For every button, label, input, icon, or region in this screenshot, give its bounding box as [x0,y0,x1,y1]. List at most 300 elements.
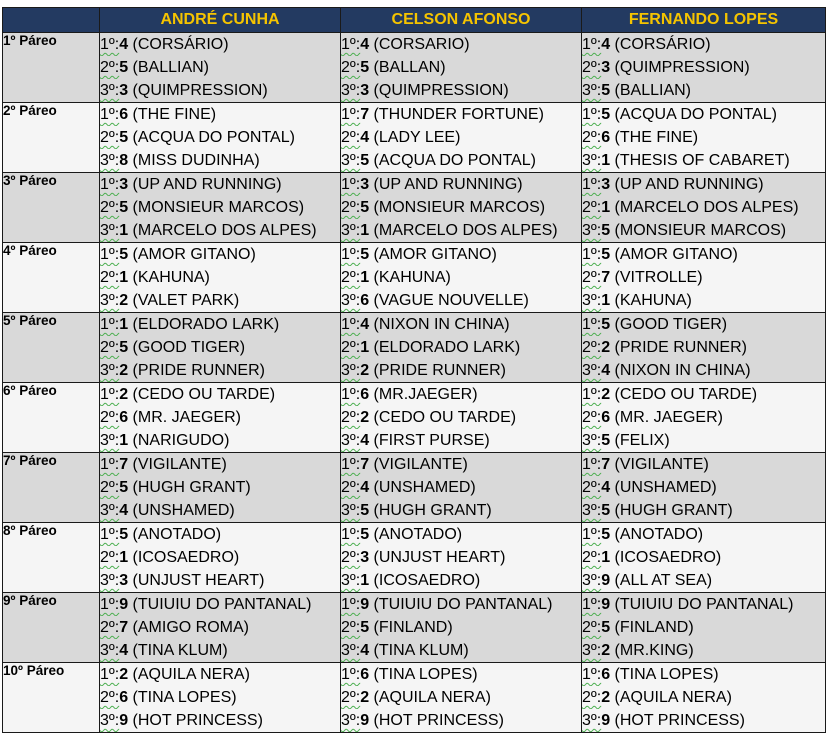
pick-line [100,79,340,102]
pick-horse-number: 2 [119,386,129,403]
pick-line [341,686,581,709]
header-row [3,8,826,33]
tipster-picks-cell [100,593,341,663]
pick-line [582,499,825,522]
pick-position: 2º: [100,409,120,426]
pick-line [341,639,581,662]
pick-horse-name: (UNSHAMED) [369,479,476,496]
pick-line [100,523,340,546]
pick-position: 3º: [100,712,120,729]
pick-horse-name: (HOT PRINCESS) [610,712,745,729]
pick-horse-name: (THE FINE) [610,129,699,146]
pick-horse-number: 5 [601,526,611,543]
pick-position: 1º: [341,456,361,473]
pick-horse-number: 6 [601,129,611,146]
pick-position: 3º: [341,292,361,309]
pick-line [100,33,340,56]
pick-horse-number: 2 [360,689,370,706]
pick-position: 1º: [341,526,361,543]
pick-horse-name: (MR. JAEGER) [128,409,241,426]
pick-horse-name: (HOT PRINCESS) [128,712,263,729]
race-rows [3,33,826,733]
pick-horse-number: 3 [360,549,370,566]
pick-position: 2º: [100,479,120,496]
pick-position: 1º: [100,316,120,333]
tipster-picks-cell [341,593,582,663]
pick-horse-name: (NIXON IN CHINA) [369,316,510,333]
pick-horse-number: 5 [601,246,611,263]
pick-position: 1º: [100,666,120,683]
pick-line [341,429,581,452]
pick-horse-name: (THUNDER FORTUNE) [369,106,544,123]
pick-horse-name: (NARIGUDO) [128,432,230,449]
pick-horse-number: 4 [360,642,370,659]
pick-position: 3º: [100,432,120,449]
pick-horse-number: 2 [119,362,129,379]
pick-line [100,196,340,219]
pick-horse-number: 5 [360,199,370,216]
pick-horse-name: (TINA KLUM) [369,642,469,659]
tipster-picks-cell [582,173,826,243]
pick-position: 1º: [100,526,120,543]
pick-position: 2º: [582,59,602,76]
pick-horse-number: 9 [601,596,611,613]
pick-horse-name: (THE FINE) [128,106,217,123]
pick-horse-name: (MARCELO DOS ALPES) [369,222,558,239]
tipster-picks-cell [100,453,341,523]
tipster-picks-cell [582,593,826,663]
pick-line [341,313,581,336]
pick-horse-number: 5 [360,502,370,519]
pick-line [582,56,825,79]
pick-position: 3º: [582,362,602,379]
pick-line [582,523,825,546]
pick-horse-number: 3 [119,82,129,99]
pick-line [100,569,340,592]
pick-horse-name: (BALLAN) [369,59,446,76]
pick-line [582,289,825,312]
pick-line [100,313,340,336]
pick-line [582,453,825,476]
pick-line [341,336,581,359]
tips-table-container [2,7,826,733]
pick-position: 2º: [100,549,120,566]
pick-horse-number: 5 [119,479,129,496]
pick-position: 1º: [341,246,361,263]
race-label: 5º Páreo [3,313,100,383]
pick-horse-name: (ICOSAEDRO) [610,549,722,566]
tipster-picks-cell [100,313,341,383]
pick-horse-number: 4 [360,36,370,53]
pick-horse-name: (HOT PRINCESS) [369,712,504,729]
pick-horse-name: (CEDO OU TARDE) [128,386,276,403]
pick-horse-name: (HUGH GRANT) [369,502,492,519]
pick-line [582,639,825,662]
pick-horse-name: (TINA LOPES) [610,666,719,683]
pick-line [100,686,340,709]
header-celson-afonso: CELSON AFONSO [341,8,582,33]
pick-line [582,266,825,289]
pick-horse-name: (BALLIAN) [610,82,692,99]
pick-horse-number: 2 [360,362,370,379]
pick-line [100,453,340,476]
pick-position: 3º: [582,152,602,169]
pick-line [100,546,340,569]
pick-horse-number: 3 [119,176,129,193]
pick-horse-name: (AMOR GITANO) [369,246,497,263]
pick-horse-number: 9 [601,712,611,729]
pick-position: 3º: [582,572,602,589]
pick-horse-name: (PRIDE RUNNER) [610,339,747,356]
pick-horse-number: 4 [601,479,611,496]
pick-line [582,173,825,196]
header-fernando-lopes: FERNANDO LOPES [582,8,826,33]
pick-position: 2º: [100,59,120,76]
pick-line [341,359,581,382]
pick-line [582,196,825,219]
pick-horse-number: 5 [360,59,370,76]
pick-position: 1º: [582,666,602,683]
pick-position: 2º: [341,199,361,216]
pick-position: 1º: [341,386,361,403]
pick-horse-name: (ALL AT SEA) [610,572,713,589]
race-row [3,243,826,313]
pick-position: 2º: [341,409,361,426]
pick-horse-number: 3 [601,59,611,76]
pick-position: 3º: [100,642,120,659]
pick-horse-name: (QUIMPRESSION) [369,82,509,99]
pick-horse-number: 5 [360,526,370,543]
pick-line [582,359,825,382]
pick-horse-name: (ICOSAEDRO) [369,572,481,589]
pick-horse-name: (KAHUNA) [369,269,451,286]
pick-horse-number: 6 [601,409,611,426]
pick-position: 1º: [341,36,361,53]
pick-horse-name: (AMOR GITANO) [128,246,256,263]
pick-line [341,219,581,242]
pick-horse-name: (TUIUIU DO PANTANAL) [128,596,312,613]
pick-line [582,429,825,452]
pick-line [341,616,581,639]
pick-line [582,476,825,499]
pick-line [100,709,340,732]
pick-position: 2º: [100,689,120,706]
pick-position: 1º: [582,176,602,193]
pick-horse-name: (UNSHAMED) [128,502,235,519]
header-andre-cunha: ANDRÉ CUNHA [100,8,341,33]
tipster-picks-cell [582,453,826,523]
pick-horse-name: (GOOD TIGER) [610,316,728,333]
race-label: 1º Páreo [3,33,100,103]
pick-horse-number: 5 [119,339,129,356]
pick-position: 1º: [582,456,602,473]
pick-line [582,243,825,266]
pick-horse-name: (VIGILANTE) [369,456,468,473]
pick-horse-name: (MARCELO DOS ALPES) [610,199,799,216]
pick-position: 2º: [582,339,602,356]
pick-position: 3º: [341,222,361,239]
pick-horse-number: 3 [360,82,370,99]
pick-line [341,173,581,196]
pick-horse-name: (ANOTADO) [610,526,704,543]
pick-line [341,546,581,569]
pick-horse-number: 6 [360,386,370,403]
pick-horse-number: 7 [360,106,370,123]
pick-horse-name: (VIGILANTE) [610,456,709,473]
pick-line [100,406,340,429]
pick-horse-number: 5 [360,246,370,263]
pick-line [582,79,825,102]
pick-horse-number: 5 [601,222,611,239]
race-label: 2º Páreo [3,103,100,173]
pick-position: 2º: [100,129,120,146]
pick-horse-number: 1 [601,292,611,309]
pick-position: 1º: [582,386,602,403]
pick-horse-name: (PRIDE RUNNER) [128,362,265,379]
pick-line [341,79,581,102]
pick-horse-name: (CEDO OU TARDE) [369,409,517,426]
pick-line [100,126,340,149]
pick-horse-number: 8 [119,152,129,169]
pick-horse-number: 1 [119,316,129,333]
pick-horse-number: 4 [360,129,370,146]
pick-position: 1º: [341,316,361,333]
tipster-picks-cell [100,663,341,733]
pick-horse-number: 5 [601,619,611,636]
pick-line [100,149,340,172]
pick-horse-number: 4 [360,316,370,333]
pick-line [341,499,581,522]
pick-horse-number: 1 [119,549,129,566]
pick-position: 3º: [100,362,120,379]
pick-line [582,569,825,592]
pick-horse-name: (CORSARIO) [369,36,470,53]
pick-position: 2º: [341,549,361,566]
pick-line [100,476,340,499]
pick-line [100,383,340,406]
tipster-picks-cell [341,383,582,453]
pick-line [341,453,581,476]
pick-position: 2º: [100,269,120,286]
pick-horse-number: 5 [119,246,129,263]
pick-horse-number: 4 [601,36,611,53]
tipster-picks-cell [341,313,582,383]
pick-horse-number: 3 [601,176,611,193]
pick-line [100,499,340,522]
pick-horse-name: (MR. JAEGER) [610,409,723,426]
pick-position: 1º: [100,596,120,613]
pick-position: 1º: [582,36,602,53]
pick-horse-name: (TINA LOPES) [128,689,237,706]
pick-line [100,429,340,452]
pick-position: 3º: [100,292,120,309]
pick-position: 1º: [100,456,120,473]
race-row [3,103,826,173]
tipster-picks-cell [582,663,826,733]
pick-horse-number: 7 [360,456,370,473]
pick-horse-number: 5 [119,199,129,216]
pick-line [341,243,581,266]
pick-position: 1º: [100,176,120,193]
pick-horse-name: (HUGH GRANT) [128,479,251,496]
pick-line [100,173,340,196]
pick-line [341,126,581,149]
pick-position: 2º: [582,269,602,286]
pick-position: 3º: [582,712,602,729]
pick-horse-name: (BALLIAN) [128,59,210,76]
pick-horse-number: 7 [119,456,129,473]
pick-position: 3º: [100,82,120,99]
tipster-picks-cell [582,33,826,103]
pick-horse-number: 1 [601,549,611,566]
pick-horse-number: 5 [360,619,370,636]
pick-line [100,243,340,266]
pick-position: 2º: [100,619,120,636]
pick-line [341,103,581,126]
pick-horse-name: (GOOD TIGER) [128,339,246,356]
pick-horse-number: 1 [119,269,129,286]
pick-horse-number: 4 [360,479,370,496]
pick-horse-name: (VIGILANTE) [128,456,227,473]
pick-line [100,616,340,639]
pick-position: 2º: [341,59,361,76]
pick-position: 1º: [582,316,602,333]
pick-position: 3º: [582,82,602,99]
pick-horse-number: 2 [119,292,129,309]
pick-line [341,383,581,406]
pick-horse-name: (UNSHAMED) [610,479,717,496]
pick-line [341,289,581,312]
pick-horse-name: (HUGH GRANT) [610,502,733,519]
pick-line [582,663,825,686]
pick-horse-number: 9 [360,712,370,729]
pick-horse-number: 1 [601,199,611,216]
pick-line [341,406,581,429]
pick-horse-number: 1 [360,269,370,286]
pick-position: 1º: [100,386,120,403]
pick-horse-name: (FINLAND) [369,619,453,636]
pick-position: 3º: [100,152,120,169]
pick-line [582,313,825,336]
pick-horse-number: 1 [601,152,611,169]
pick-horse-number: 6 [119,106,129,123]
pick-position: 3º: [341,712,361,729]
tipster-picks-cell [100,103,341,173]
pick-horse-name: (CEDO OU TARDE) [610,386,758,403]
pick-position: 2º: [582,129,602,146]
pick-horse-number: 1 [360,222,370,239]
pick-line [582,406,825,429]
pick-horse-number: 3 [119,572,129,589]
pick-horse-number: 3 [360,176,370,193]
pick-horse-name: (AQUILA NERA) [369,689,491,706]
pick-horse-name: (AMOR GITANO) [610,246,738,263]
pick-position: 2º: [341,479,361,496]
pick-horse-number: 9 [119,596,129,613]
pick-line [100,593,340,616]
pick-horse-number: 5 [601,106,611,123]
pick-horse-number: 6 [360,666,370,683]
pick-horse-number: 2 [601,386,611,403]
race-label: 4º Páreo [3,243,100,313]
pick-line [341,149,581,172]
pick-horse-number: 5 [601,502,611,519]
pick-horse-name: (KAHUNA) [610,292,692,309]
pick-line [341,569,581,592]
pick-horse-name: (TUIUIU DO PANTANAL) [610,596,794,613]
pick-horse-name: (KAHUNA) [128,269,210,286]
pick-line [100,336,340,359]
pick-position: 3º: [341,432,361,449]
pick-position: 2º: [582,409,602,426]
pick-position: 2º: [341,339,361,356]
pick-horse-name: (AQUILA NERA) [610,689,732,706]
pick-horse-number: 2 [601,339,611,356]
pick-line [582,546,825,569]
pick-horse-name: (ACQUA DO PONTAL) [369,152,536,169]
pick-horse-number: 4 [360,432,370,449]
pick-position: 2º: [341,619,361,636]
pick-horse-name: (UP AND RUNNING) [369,176,523,193]
pick-position: 2º: [582,479,602,496]
tips-table [2,7,826,733]
race-row [3,383,826,453]
pick-horse-name: (UP AND RUNNING) [128,176,282,193]
pick-line [341,33,581,56]
pick-position: 3º: [341,572,361,589]
pick-line [582,126,825,149]
pick-horse-name: (CORSÁRIO) [128,36,229,53]
tipster-picks-cell [582,313,826,383]
pick-horse-number: 4 [119,36,129,53]
tipster-picks-cell [341,103,582,173]
pick-position: 3º: [341,152,361,169]
pick-horse-number: 2 [601,642,611,659]
pick-position: 3º: [341,362,361,379]
pick-horse-number: 1 [360,572,370,589]
pick-position: 2º: [341,689,361,706]
pick-position: 2º: [582,689,602,706]
tipster-picks-cell [582,103,826,173]
pick-horse-name: (ELDORADO LARK) [128,316,280,333]
pick-horse-number: 9 [119,712,129,729]
pick-horse-name: (MR.JAEGER) [369,386,478,403]
tipster-picks-cell [582,243,826,313]
race-row [3,173,826,243]
pick-horse-number: 7 [119,619,129,636]
pick-position: 1º: [341,596,361,613]
pick-line [100,219,340,242]
pick-position: 1º: [341,666,361,683]
pick-line [100,639,340,662]
pick-position: 1º: [582,106,602,123]
pick-line [100,56,340,79]
pick-horse-number: 5 [119,129,129,146]
pick-line [582,33,825,56]
tipster-picks-cell [341,173,582,243]
pick-horse-name: (AMIGO ROMA) [128,619,249,636]
pick-horse-name: (UNJUST HEART) [369,549,506,566]
pick-position: 1º: [582,596,602,613]
pick-horse-name: (FIRST PURSE) [369,432,490,449]
pick-horse-name: (ACQUA DO PONTAL) [128,129,295,146]
pick-line [341,523,581,546]
pick-position: 3º: [341,82,361,99]
pick-horse-number: 5 [119,59,129,76]
pick-position: 3º: [582,222,602,239]
race-label: 8º Páreo [3,523,100,593]
pick-line [100,663,340,686]
